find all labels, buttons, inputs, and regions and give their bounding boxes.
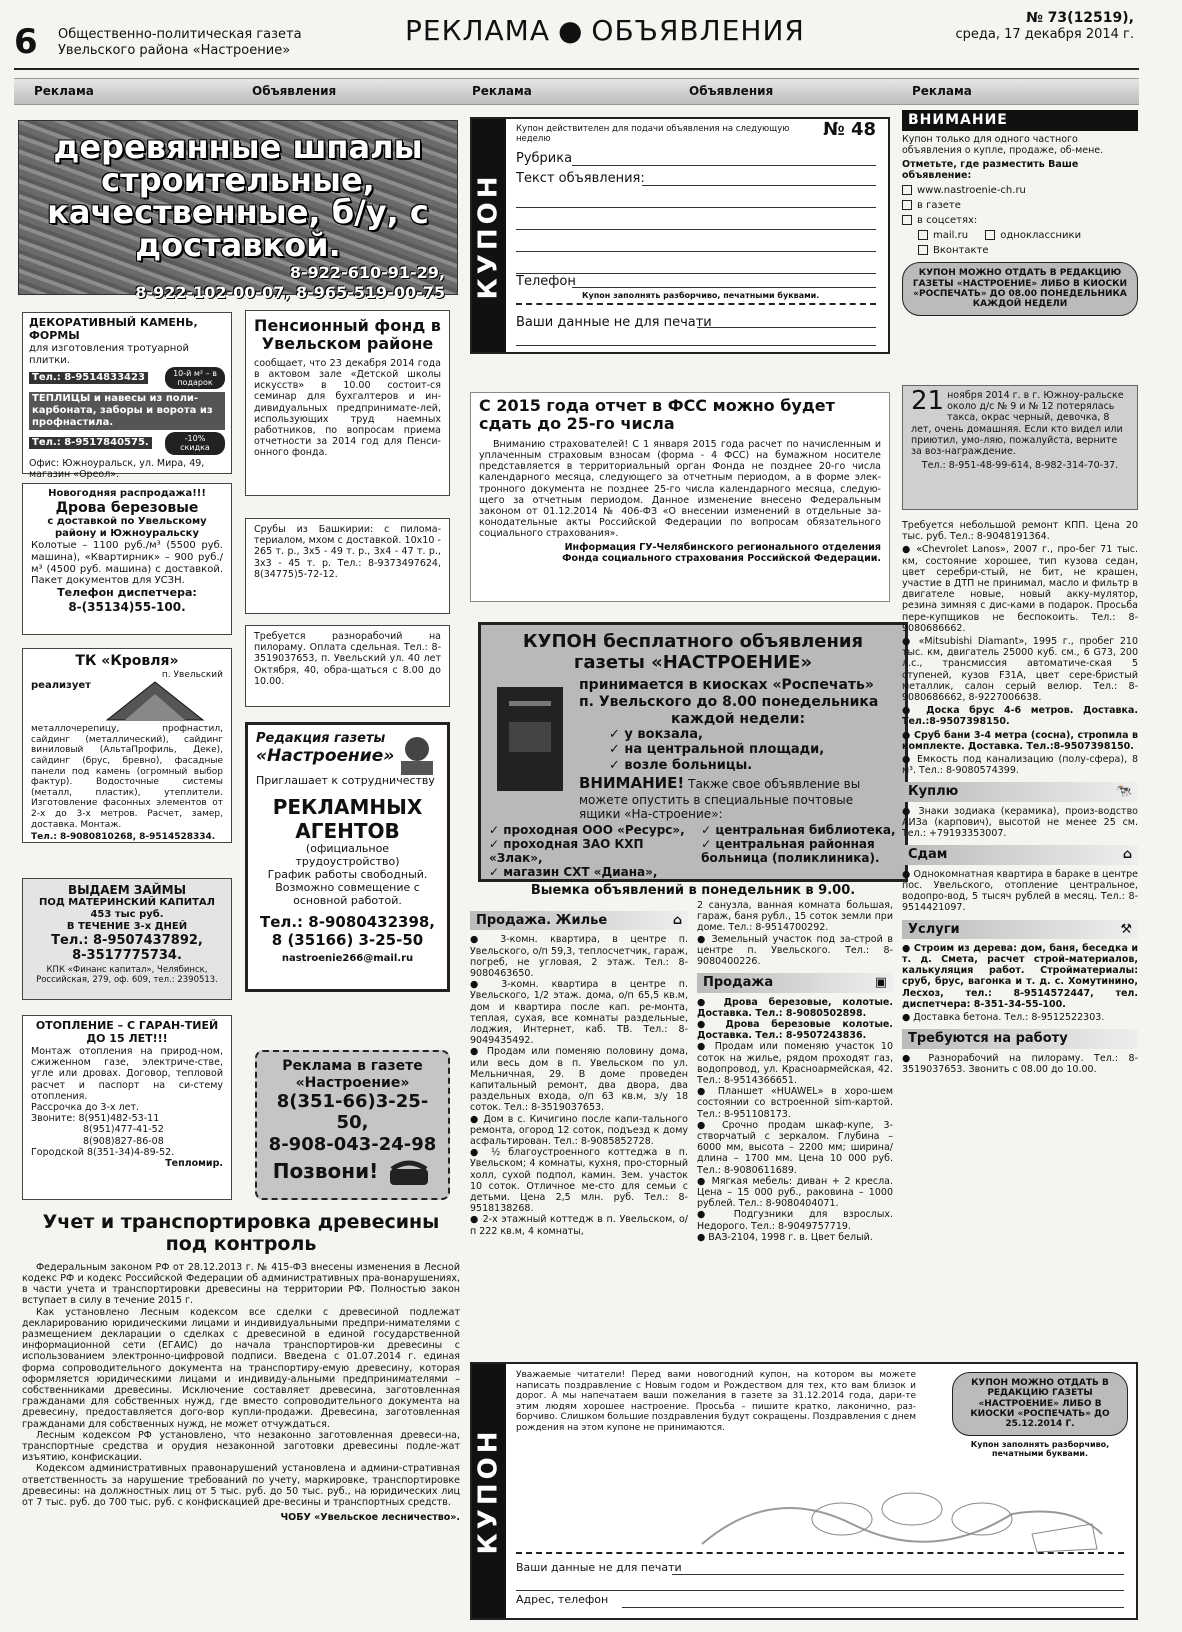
ad-text-field[interactable] [516, 229, 876, 230]
sleepers-title: деревянные шпалы строительные, качественные, б/у, с доставкой. [47, 128, 429, 264]
classified-item: ● ВАЗ-2104, 1998 г. в. Цвет белый. [697, 1231, 873, 1243]
classified-item: ● Разнорабочий на пилораму. Тел.: 8-3519037653. Звонить с 08.00 до 10.00. [902, 1052, 1138, 1075]
firewood-title: Дрова березовые [55, 499, 199, 516]
ad-text-label: Текст объявления: [516, 171, 645, 186]
band-label: Реклама [912, 84, 972, 98]
house-icon: ⌂ [672, 913, 682, 928]
classified-item: 2 санузла, ванная комната большая, гараж, баня рубл., 15 соток земли при доме. Тел.: 8-9514700292. [697, 900, 893, 934]
box-label: проходная ООО «Ресурс», [503, 823, 685, 837]
fss-signature: Информация ГУ-Челябинского регионального отделения [564, 541, 881, 553]
lost-text: ноября 2014 г. в г. Южноу-ральске около д/с № 9 и № 12 потерялась такса, окрас черный, девочка, 8 лет, очень домашняя. Если кто видел или приютил, умо-ляю, пожалуйста, верните за воз-награждение. [911, 390, 1124, 458]
coupon-note: Купон заполнять разборчиво, печатными буквами. [582, 291, 820, 300]
heating-ad [22, 1015, 232, 1200]
advertise-in-paper-ad [255, 1050, 450, 1200]
agents-heading-1: Редакция газеты [256, 731, 386, 746]
loan-phone-2: 8-3517775734. [72, 947, 182, 963]
stone-phone-1: Тел.: 8-9514833423 [29, 372, 148, 384]
sleepers-ad [18, 120, 458, 303]
free-line: п. Увельского до 8.00 понедельника [579, 693, 879, 710]
header-rule [14, 68, 1139, 70]
coupon-tab [472, 1364, 506, 1618]
cut-line [516, 303, 876, 305]
lost-phone: Тел.: 8-951-48-99-614, 8-982-314-70-37. [921, 460, 1119, 472]
attention-box [902, 110, 1138, 355]
cow-icon: 🐄 [1115, 784, 1132, 800]
attention-heading: ВНИМАНИЕ [902, 110, 1138, 131]
roofing-text: металлочерепицу, профнастил, сайдинг (металлический), сайдинг виниловый (АльтаПрофиль, Деке), сайдинг (брус, бревно), фасадные панели под камень (огромный выбор фактур). Водосточные системы (металл, пластик), утеплители. Изготовление фасонных элементов от 2-х до 3-х метров. Расчет, замер, доставка. Монтаж. [31, 724, 223, 830]
option-social-sub [902, 230, 1138, 242]
box-label: центральная районная больница (поликлиника). [701, 837, 880, 866]
discount-badge: -10% скидка [165, 432, 225, 455]
new-year-coupon [470, 1362, 1138, 1620]
section-heading-label: Услуги [908, 921, 960, 937]
section-heading-label: Сдам [908, 847, 948, 863]
box-label: центральная библиотека, [715, 823, 896, 837]
loan-heading: ПОД МАТЕРИНСКИЙ КАПИТАЛ [39, 897, 215, 909]
title-left: РЕКЛАМА [405, 14, 550, 47]
agents-line: (официальное [305, 842, 390, 856]
fss-article [470, 392, 890, 602]
log-house-ad: Срубы из Башкирии: с пилома-териалом, мхом с доставкой. 10х10 - 265 т. р., 3х5 - 49 т. р., 3х4 - 47 т. р., 3х3 - 45 т. р. Тел.: 8-9373497624, 8(34775)5-72-12. [245, 518, 450, 614]
kiosk-label: у вокзала, [624, 727, 703, 743]
band-label: Объявления [689, 84, 774, 98]
greeting-instructions: Уважаемые читатели! Перед вами новогодний купон, на котором вы можете написать поздравление с Новым годом и Рождеством для тех, кто вам близок и дорог. А мы напечатаем ваши пожелания в газете за 31.12.2014 года, дари-те этим людям хорошее настроение. Просьба – пишите кратко, лаконично, раз-борчиво. Слишком большие поздравления будут сокращены. Поздравления с днем рождения на этом купоне не принимаются. [516, 1370, 916, 1434]
loan-heading: ВЫДАЕМ ЗАЙМЫ [67, 883, 187, 897]
phone-field[interactable] [572, 287, 876, 288]
roofing-phone: Тел.: 8-9080810268, 8-9514528334. [31, 832, 216, 843]
private-label: Ваши данные не для печати [516, 1561, 682, 1574]
roofing-place: п. Увельский [161, 669, 223, 680]
heating-phone: Звоните: 8(951)482-53-11 [31, 1113, 160, 1125]
fss-title: С 2015 года отчет в ФСС можно будет сдать до 25-го числа [479, 396, 835, 434]
kiosk-item: ✓ у вокзала, [609, 727, 703, 743]
timber-title: под контроль [165, 1232, 317, 1255]
fss-text: Вниманию страхователей! С 1 января 2015 года расчет по начисленным и уплаченным страховым взносам (форма - 4 ФСС) на бумажном носителе представляется в территориальный орган Фонда не позднее 20-го числа календарного месяца, следующего за отчетным периодом, а в форме элек-тронного документа не позднее 25-го числа календарного месяца, следую-щего за отчетным периодом. Данное изменение внесено Федеральным законом от 01.12.2014 № 406-ФЗ «О внесении изменений в отдельные за-конодательные акты Российской Федерации по вопросам обязательного социального страхования». [479, 438, 881, 540]
classified-item: ● 3-комн. квартира, в центре п. Увельского, о/п 59,3, теплосчетчик, гараж, погреб, не угловая, 2 этаж. Тел.: 8-9080463650. [470, 934, 688, 979]
classified-item: ● Планшет «HUAWEL» в хоро-шем состоянии со встроенной sim-картой. Тел.: 8-951108173. [697, 1086, 893, 1120]
section-heading-rent [902, 845, 1138, 864]
attention-text: Купон только для одного частного объявления о купле, продаже, об-мене. [902, 133, 1104, 156]
free-collection: Выемка объявлений в понедельник в 9.00. [530, 882, 856, 898]
option-site[interactable] [902, 185, 1138, 197]
box-label: проходная ЗАО КХП «Злак», [489, 837, 644, 866]
agents-email[interactable]: nastroenie266@mail.ru [281, 953, 414, 965]
fss-signature: Фонда социального страхования Российской Федерации. [562, 552, 881, 564]
classified-item: ● Однокомнатная квартира в бараке в центре пос. Увельского, отопление центральное, водопро-вод, 5 тысяч рублей в месяц. Тел.: 8-9514421097. [902, 868, 1138, 914]
stone-subtitle: для изготовления тротуарной плитки. [29, 342, 189, 366]
adnews-heading-2: «Настроение» [295, 1074, 410, 1091]
option-label: Вконтакте [933, 244, 989, 256]
agents-big-1: РЕКЛАМНЫХ [272, 794, 423, 819]
free-title: КУПОН бесплатного объявления [522, 631, 864, 652]
sleepers-phone-1: 8-922-610-91-29, [289, 262, 445, 282]
coupon-number: № 48 [823, 119, 876, 140]
bullet-dot-icon: ● [557, 14, 584, 47]
classified-item: ● Доска брус 4-6 метров. Доставка. Тел.:8-9507398150. [902, 705, 1138, 728]
free-title: газеты «НАСТРОЕНИЕ» [573, 652, 813, 674]
roofing-title: ТК «Кровля» [75, 653, 179, 669]
classified-item: ● 3-комн. квартира в центре п. Увельского, 1/2 этаж. дома, о/п 65,5 кв.м, дом и квартира после кап. ре-монта, теплая, сухая, все комнаты раздельные, лоджия, Интернет, каб. ТВ. Тел.: 8-9049435492. [470, 979, 688, 1047]
tv-icon: ▣ [874, 975, 887, 991]
coupon-note: Купон заполнять разборчиво, печатными буквами. [970, 1440, 1110, 1459]
firewood-sale: Новогодняя распродажа!!! [48, 488, 206, 499]
option-label: в газете [917, 200, 961, 212]
box-item: ✓ центральная библиотека, [701, 823, 896, 837]
masthead-subtitle [58, 27, 302, 60]
timber-title: Учет и транспортировка древесины [42, 1211, 440, 1233]
firewood-text: Колотые – 1100 руб./м³ (5500 руб. машина), «Квартирник» – 900 руб./м³ (4500 руб. машина) с доставкой. Пакет документов для УСЗН. [31, 539, 223, 587]
stone-title: ДЕКОРАТИВНЫЙ КАМЕНЬ, ФОРМЫ [29, 316, 198, 342]
classified-item: ● Дрова березовые, колотые. Доставка. Тел.: 8-9080502898. [697, 996, 893, 1019]
horses-illustration-icon [692, 1464, 1112, 1554]
section-heading-jobs: Требуются на работу [902, 1029, 1138, 1048]
stone-office: Офис: Южноуральск, ул. Мира, 49, магазин «Ореол». [29, 457, 205, 480]
private-field[interactable] [672, 1574, 1124, 1575]
timber-paragraph: Лесным кодексом РФ установлено, что незаконно заготовленная древеси-на, транспортные средства и орудия незаконной заготовки древесины подле-жат изъятию, конфискации. [22, 1429, 460, 1464]
roof-icon [105, 680, 205, 722]
option-label: в соцсетях: [917, 214, 978, 226]
box-item: ✓ магазин СХТ «Диана», [489, 865, 658, 880]
heating-phone: 8(951)477-41-52 [83, 1124, 164, 1136]
classified-item: ● Доставка бетона. Тел.: 8-9512522303. [902, 1012, 1105, 1024]
firewood-ad [22, 483, 232, 635]
adnews-phone-1: 8(351-66)3-25-50, [276, 1091, 429, 1134]
heating-plan: Рассрочка до 3-х лет. [31, 1101, 140, 1113]
band-label: Реклама [34, 84, 94, 98]
band-label: Объявления [252, 84, 337, 98]
agents-line: трудоустройство) [295, 855, 400, 869]
section-band [14, 78, 1139, 105]
house-icon: ⌂ [1122, 847, 1132, 863]
lost-day: 21 [911, 386, 945, 416]
classifieds-right [902, 520, 1138, 1295]
classified-item: ● Дом в с. Кичигино после капи-тального ремонта, огород 12 соток, подъезд к дому асфальтирован. Тел.: 8-9085852728. [470, 1113, 688, 1147]
agents-line: Возможно совмещение с [275, 881, 420, 895]
agents-phone-1: Тел.: 8-9080432398, [259, 913, 436, 931]
firewood-delivery: с доставкой по Увельскому району и Южноуральску [47, 516, 207, 540]
phone-label: Телефон [516, 274, 576, 289]
rubric-label: Рубрика [516, 151, 573, 166]
private-field[interactable] [516, 345, 876, 346]
lost-dog-notice [902, 385, 1138, 510]
agents-phone-2: 8 (35166) 3-25-50 [271, 930, 424, 949]
checkbox[interactable] [902, 185, 912, 195]
greenhouse-text: ТЕПЛИЦЫ и навесы из поли-карбоната, заборы и ворота из профнастила. [29, 392, 225, 429]
option-label: mail.ru [933, 229, 969, 241]
heating-text: Монтаж отопления на природ-ном, сжиженном газе, электриче-стве, угле или дровах. Договор, тепловой расчет и паспорт на си-стему отопления. [31, 1045, 223, 1102]
private-field[interactable] [516, 1590, 1124, 1591]
free-line: каждой недели: [670, 710, 806, 727]
firewood-phone: 8-(35134)55-100. [68, 600, 186, 615]
timber-paragraph: Как установлено Лесным кодексом все сделки с древесиной подлежат декларированию юридическими лицами и индивидуальными предпри-нимателями с размещением декларации о сделках с древесиной в единой государственной информационной сети (ЕГАИС) до начала транспортиров-ки древесины с использованием электронно-цифровой подписи. Введена с 01.07.2014 г. единая форма сопроводительного документа на транспортиру-емую древесину, которая оформляется юридическими лицами и индивиду-альными предпринимателями – собственниками древесины. Исключение составляет древесина, заготовленная гражданами для собственных нужд, где вместо сопроводительного документа на древесину, предоставляется дого-вор купли-продажи. Древесина, заготовленная гражданами для собственных нужд, не может отчуждаться. [22, 1306, 460, 1430]
title-right: ОБЪЯВЛЕНИЯ [591, 14, 805, 47]
loan-heading: В ТЕЧЕНИЕ 3-х ДНЕЙ [66, 920, 188, 932]
heating-phone: 8(908)827-86-08 [83, 1135, 164, 1147]
option-label: одноклассники [1000, 229, 1082, 241]
agents-big-2: АГЕНТОВ [295, 818, 400, 843]
kiosk-item: ✓ возле больницы. [609, 757, 753, 773]
adnews-call: Позвони! [272, 1158, 379, 1183]
option-ok[interactable] [985, 230, 1081, 241]
loan-heading: 453 тыс руб. [90, 908, 164, 920]
section-heading-services [902, 920, 1138, 939]
section-title [405, 14, 805, 47]
rubric-field[interactable] [572, 165, 876, 166]
classified-item: ● 2-х этажный коттедж в п. Увельском, о/п 222 кв.м, 4 комнаты, [470, 1214, 688, 1237]
classified-item: ● «Chevrolet Lanos», 2007 г., про-бег 71 тыс. км, состояние хорошее, тип кузова седан, цвет серебри-стый, не бит, не крашен, участие в ДТП не принимал, масло и фильтр в двигателе новые, новый акку-мулятор, резина зимняя с дис-ками в подарок. Просьба пере-купщиков не беспокоить. Тел.: 8-9080686662. [902, 544, 1138, 634]
option-mailru[interactable] [918, 230, 968, 241]
agents-ad [245, 722, 450, 992]
checkbox[interactable] [902, 200, 912, 210]
checkbox[interactable] [985, 230, 995, 240]
cut-line [516, 1552, 1124, 1554]
timber-paragraph: Федеральным законом РФ от 28.12.2013 г. № 415-ФЗ внесены изменения в Лесной кодекс РФ и кодекс Российской Федерации об административных пра-вонарушениях, в части учета и транспортировки древесины на территории РФ. Полностью закон вступает в силу в течение 2015 г. [22, 1261, 460, 1307]
option-vk[interactable] [902, 245, 1138, 257]
classified-item: ● Подгузники для взрослых. Недорого. Тел.: 8-9049757719. [697, 1209, 893, 1232]
coupon-dropoff-pill: КУПОН МОЖНО ОТДАТЬ В РЕДАКЦИЮ ГАЗЕТЫ «НАСТРОЕНИЕ» ЛИБО В КИОСКИ «РОСПЕЧАТЬ» ДО 08.00 ПОНЕДЕЛЬНИКА КАЖДОЙ НЕДЕЛИ [902, 262, 1138, 315]
attention-question: Отметьте, где разместить Ваше объявление: [902, 158, 1079, 182]
issue-date: среда, 17 декабря 2014 г. [955, 26, 1134, 42]
section-heading-label: Продажа. Жилье [476, 913, 608, 928]
classified-item: ● Знаки зодиака (керамика), произ-водство АИЗа (карпович), высотой не менее 25 см. Тел.: +79193353007. [902, 805, 1138, 840]
option-social[interactable] [902, 215, 1138, 227]
classified-item: ● Продам или поменяю половину дома, или весь дом в п. Увельском по ул. Мельничная, 29. В доме проведен капитальный ремонт, два двора, два раздельных входа, о/п 63 кв.м, з/у 18 соток. Тел.: 8-3519037653. [470, 1046, 688, 1114]
stone-ad [22, 312, 232, 480]
firewood-phone-label: Телефон диспетчера: [57, 586, 197, 600]
timber-signature: ЧОБУ «Увельское лесничество». [280, 1512, 460, 1524]
kiosk-label: возле больницы. [624, 757, 753, 773]
sale-section [697, 900, 893, 1300]
heating-brand: Тепломир. [165, 1157, 223, 1169]
coupon-tab-label: КУПОН [473, 172, 504, 299]
box-item: ✓ проходная ООО «Ресурс», [489, 823, 685, 837]
band-label: Реклама [472, 84, 532, 98]
checkbox[interactable] [902, 215, 912, 225]
classified-item: ● Емкость под канализацию (полу-сфера), 8 м³. Тел.: 8-9080574399. [902, 754, 1138, 777]
gift-badge: 10-й м² – в подарок [165, 367, 225, 390]
pension-notice [245, 310, 450, 496]
heating-city-phone: Городской 8(351-34)4-89-52. [31, 1146, 175, 1158]
heating-title: ОТОПЛЕНИЕ – С ГАРАН-ТИЕЙ ДО 15 ЛЕТ!!! [35, 1019, 219, 1045]
ad-text-field[interactable] [642, 185, 876, 186]
pension-title: Пенсионный фонд в Увельском районе [254, 316, 441, 354]
masthead-line-2: Увельского района «Настроение» [58, 43, 291, 59]
loan-ad [22, 878, 232, 1000]
box-label: магазин СХТ «Диана», [503, 865, 658, 880]
option-paper[interactable] [902, 200, 1138, 212]
free-coupon-ad [478, 622, 908, 898]
timber-paragraph: Кодексом административных правонарушений установлена и админи-стративная ответственность за нарушение требований по учету, маркировке, транспортировке древесины: на должностных лиц от 5 тыс. руб. до 50 тыс. руб., на юридических лиц от 7 тыс. руб. до 700 тыс. руб. с конфискацией дре-весины и транспортных средств. [22, 1463, 460, 1508]
option-label: www.nastroenie-ch.ru [917, 185, 1026, 197]
agents-line: График работы свободный. [267, 868, 428, 882]
classified-item: ● ½ благоустроенного коттеджа в п. Увельском; 4 комнаты, кухня, про-сторный холл, сухой подпол, камин. Зем. участок 10 соток. Отличное ме-сто для семьи с детьми. Цена 2,5 млн. руб. Тел.: 8-9518138268. [470, 1147, 688, 1215]
kiosk-label: на центральной площади, [624, 742, 825, 758]
checkbox[interactable] [918, 230, 928, 240]
coupon-tab-label: КУПОН [473, 1427, 504, 1555]
pension-text: сообщает, что 23 декабря 2014 года в актовом зале «Детской школы искусств» в 10.00 состоит-ся семинар для бухгалтеров и ин-дивидуальных предпринимате-лей, использующих труд наемных работников, по вопросам приема отчетности за 2014 год для Пенси-онного фонда. [254, 357, 441, 459]
coupon-dropoff-pill: КУПОН МОЖНО ОТДАТЬ В РЕДАКЦИЮ ГАЗЕТЫ «НАСТРОЕНИЕ» ЛИБО В КИОСКИ «РОСПЕЧАТЬ» ДО 25.12.2014 Г. [952, 1372, 1128, 1436]
housing-section [470, 905, 688, 1300]
loan-phone-1: Тел.: 8-9507437892, [51, 932, 203, 948]
address-field[interactable] [622, 1607, 1124, 1608]
free-warning-text: Также свое объявление вы можете опустить в специальные почтовые ящики «На-строение»: [579, 777, 861, 821]
box-item: ✓ проходная ЗАО КХП «Злак», [489, 837, 644, 866]
ad-text-field[interactable] [516, 251, 876, 252]
box-item: ✓ центральная районная больница (поликлиника). [701, 837, 880, 866]
free-line: принимается в киосках «Роспечать» [579, 677, 874, 694]
classified-item: ● «Mitsubishi Diamant», 1995 г., пробег 210 тыс. км, двигатель 25000 куб. см., 6 G73, 200 л.с., трансмиссия автоматиче-ская 5 ступеней, кузов F31A, цвет сере-бристый металлик, салон серый велюр. Тел.: 8-9080686662, 8-9227006638. [902, 636, 1138, 704]
classified-item: ● Продам или поменяю участок 10 соток на жилье, рядом проходят газ, водопровод, ул. Красноармейская, 42. Тел.: 8-9514366651. [697, 1041, 893, 1086]
agents-heading-2: «Настроение» [256, 746, 395, 767]
page-number: 6 [14, 22, 38, 62]
checkbox[interactable] [918, 245, 928, 255]
masthead-line-1: Общественно-политическая газета [58, 27, 302, 42]
section-heading-housing [470, 911, 688, 930]
coupon-validity: Купон действителен для подачи объявления на следующую неделю [516, 124, 790, 145]
classified-item: ● Срочно продам шкаф-купе, 3-створчатый с зеркалом. Глубина – 6000 мм, высота – 2200 мм; ширина/длина – 1700 мм. Цена 10 000 руб. Тел.: 8-9080611689. [697, 1119, 893, 1176]
worker-ad: Требуется разнорабочий на пилораму. Оплата сдельная. Тел.: 8-3519037653, п. Увельский ул. 40 лет Октября, 40, обра-щаться с 8.00 до 10.00. [245, 625, 450, 707]
classified-item: ● Сруб бани 3-4 метра (сосна), стропила в комплекте. Доставка. Тел.:8-9507398150. [902, 729, 1138, 752]
classified-item: ● Дрова березовые колотые. Доставка. Тел.: 8-9507243836. [697, 1018, 893, 1042]
mailbox-icon [489, 677, 569, 797]
sleepers-phone-2: 8-922-102-00-07, 8-965-519-00-75 [135, 283, 445, 303]
agent-photo-icon [395, 731, 439, 775]
issue-number: № 73(12519), [1025, 10, 1134, 26]
section-heading-sale [697, 973, 893, 992]
adnews-heading-1: Реклама в газете [282, 1058, 423, 1074]
timber-article [22, 1212, 460, 1622]
coupon-tab [472, 119, 506, 352]
issue-info [956, 10, 1135, 42]
loan-address: КПК «Финанс капитал», Челябинск, Российская, 279, оф. 609, тел.: 2390513. [36, 965, 218, 986]
ad-coupon-form [470, 117, 890, 354]
stone-phone-2: Тел.: 8-9517840575. [29, 437, 152, 449]
agents-invite: Приглашает к сотрудничеству [256, 774, 435, 787]
agents-line: основной работой. [293, 894, 402, 908]
private-field[interactable] [697, 327, 876, 328]
section-heading-label: Продажа [703, 975, 774, 991]
section-heading-label: Куплю [908, 784, 959, 800]
ad-text-field[interactable] [516, 207, 876, 208]
free-warning: ВНИМАНИЕ! [579, 774, 685, 792]
roofing-sub: реализует [31, 680, 91, 692]
adnews-phone-2: 8-908-043-24-98 [268, 1133, 437, 1155]
private-label: Ваши данные не для печати [516, 315, 712, 330]
telephone-icon [386, 1157, 432, 1187]
address-label: Адрес, телефон [516, 1593, 609, 1606]
classified-item: ● Строим из дерева: дом, баня, беседка и т. д. Смета, расчет строй-материалов, калькуляция работ. Стройматериалы: сруб, брус, вагонка и т. д. с. Хомутинино, Лесхоз, тел.: 8-9514572447, тел. диспетчера: 8-351-34-55-100. [902, 942, 1138, 1010]
classified-item: ● Мягкая мебель: диван + 2 кресла. Цена – 15 000 руб., раковина – 1000 рублей. Тел.: 8-9080404071. [697, 1175, 893, 1210]
worker-icon: ⚒ [1120, 921, 1132, 937]
section-heading-buy [902, 782, 1138, 801]
kiosk-item: ✓ на центральной площади, [609, 742, 825, 758]
classified-item: Требуется небольшой ремонт КПП. Цена 20 тыс. руб. Тел.: 8-9048191364. [902, 520, 1138, 543]
roofing-ad [22, 648, 232, 843]
classified-item: ● Земельный участок под за-строй в центре п. Увельского. Тел.: 8-9080400226. [697, 933, 893, 968]
